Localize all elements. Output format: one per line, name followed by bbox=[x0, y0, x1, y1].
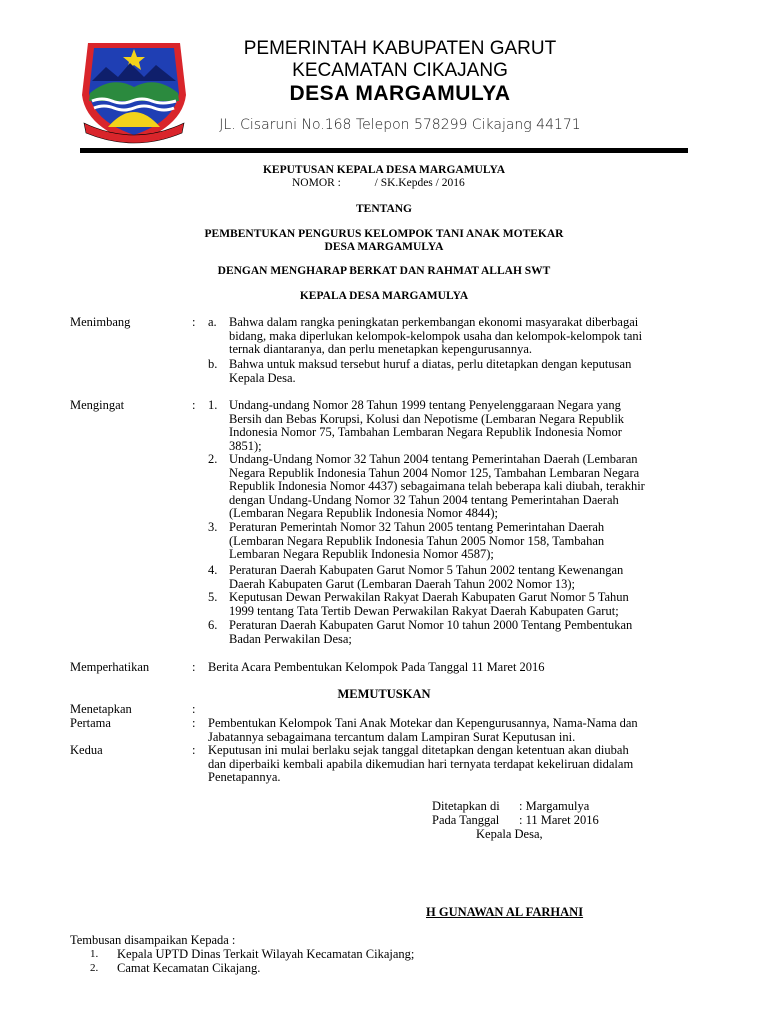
text-line: 3851); bbox=[229, 438, 262, 453]
decree-authority: KEPALA DESA MARGAMULYA bbox=[299, 290, 469, 302]
text-line: Bahwa untuk maksud tersebut huruf a diatas, perlu ditetapkan dengan keputusan bbox=[229, 357, 632, 371]
mengingat-label: Mengingat bbox=[70, 398, 125, 412]
memperhatikan-colon: : bbox=[192, 660, 196, 674]
text-line: Negara Republik Indonesia Tahun 2004 Nomor 125, Tambahan Lembaran Negara bbox=[229, 465, 640, 480]
text-line: ternak diantaranya, dan perlu menetapkan kepengurusannya. bbox=[229, 342, 532, 356]
text-line: Penetapannya. bbox=[208, 770, 281, 784]
text-line: Keputusan ini mulai berlaku sejak tanggal ditetapkan dengan ketentuan akan diubah bbox=[208, 743, 629, 757]
decree-number-label: NOMOR : bbox=[292, 177, 341, 189]
ditetapkan-value: : Margamulya bbox=[519, 799, 590, 813]
mengingat-marker-3: 3. bbox=[208, 520, 218, 534]
mengingat-item-3 bbox=[229, 521, 697, 562]
mengingat-marker-5: 5. bbox=[208, 590, 218, 604]
letterhead-address: JL. Cisaruni No.168 Telepon 578299 Cikajang 44171 bbox=[219, 117, 581, 133]
decree-title: KEPUTUSAN KEPALA DESA MARGAMULYA bbox=[262, 164, 506, 176]
menimbang-item-a bbox=[229, 316, 697, 357]
letterhead-regency: PEMERINTAH KABUPATEN GARUT bbox=[243, 38, 557, 59]
memperhatikan-label: Memperhatikan bbox=[70, 660, 150, 674]
text-line: Jabatannya sebagaimana tercantum dalam Lampiran Surat Keputusan ini. bbox=[208, 729, 576, 744]
tembusan-marker-2: 2. bbox=[90, 962, 99, 974]
text-line: Peraturan Daerah Kabupaten Garut Nomor 10 tahun 2000 Tentang Pembentukan bbox=[229, 618, 633, 632]
pertama-colon: : bbox=[192, 716, 196, 730]
decree-invocation: DENGAN MENGHARAP BERKAT DAN RAHMAT ALLAH SWT bbox=[217, 265, 551, 277]
text-line: Kepala Desa. bbox=[229, 370, 296, 385]
tembusan-marker-1: 1. bbox=[90, 948, 99, 960]
memutuskan-heading: MEMUTUSKAN bbox=[337, 687, 431, 701]
text-line: (Lembaran Negara Republik Indonesia Tahun 2005 Nomor 158, Tambahan bbox=[229, 533, 605, 548]
signatory-position: Kepala Desa, bbox=[476, 827, 543, 841]
text-line: Undang-Undang Nomor 32 Tahun 2004 tentang Pemerintahan Daerah (Lembaran bbox=[229, 452, 638, 466]
kedua-text bbox=[208, 744, 697, 785]
mengingat-marker-1: 1. bbox=[208, 398, 218, 412]
menetapkan-label: Menetapkan bbox=[70, 702, 132, 716]
text-line: dengan Undang-Undang Nomor 32 Tahun 2004 tentang Pemerintahan Daerah bbox=[229, 492, 619, 507]
tentang-heading: TENTANG bbox=[355, 203, 413, 215]
signatory-name: H GUNAWAN AL FARHANI bbox=[426, 905, 584, 919]
menimbang-colon: : bbox=[192, 315, 196, 329]
pertama-text bbox=[208, 717, 697, 744]
decree-number bbox=[292, 177, 465, 190]
decree-number-value: / SK.Kepdes / 2016 bbox=[374, 177, 465, 189]
text-line: (Lembaran Negara Republik Indonesia Nomor 4844); bbox=[229, 506, 499, 520]
decree-subject-line1: PEMBENTUKAN PENGURUS KELOMPOK TANI ANAK MOTEKAR bbox=[204, 228, 564, 240]
text-line: Bahwa dalam rangka peningkatan perkembangan ekonomi masyarakat diberbagai bbox=[229, 315, 639, 329]
mengingat-marker-4: 4. bbox=[208, 563, 218, 577]
tanggal-value: : 11 Maret 2016 bbox=[519, 813, 599, 827]
text-line: Republik Indonesia Nomor 4437) sebagaimana telah beberapa kali diubah, terakhir bbox=[229, 479, 645, 493]
tembusan-item-2: Camat Kecamatan Cikajang. bbox=[117, 961, 261, 975]
mengingat-item-1 bbox=[229, 399, 697, 453]
mengingat-item-2 bbox=[229, 453, 697, 521]
mengingat-colon: : bbox=[192, 398, 196, 412]
kedua-label: Kedua bbox=[70, 743, 103, 757]
mengingat-item-5 bbox=[229, 591, 697, 618]
menimbang-item-b bbox=[229, 358, 697, 385]
text-line: Undang-undang Nomor 28 Tahun 1999 tentang Penyelenggaraan Negara yang bbox=[229, 398, 621, 412]
text-line: Peraturan Pemerintah Nomor 32 Tahun 2005 tentang Pemerintahan Daerah bbox=[229, 520, 605, 534]
text-line: Peraturan Daerah Kabupaten Garut Nomor 5 Tahun 2002 tentang Kewenangan bbox=[229, 563, 624, 577]
menimbang-marker-a: a. bbox=[208, 315, 217, 329]
mengingat-item-6 bbox=[229, 619, 697, 646]
mengingat-marker-6: 6. bbox=[208, 618, 218, 632]
text-line: 1999 tentang Tata Tertib Dewan Perwakilan Rakyat Daerah Kabupaten Garut; bbox=[229, 603, 619, 618]
mengingat-item-4 bbox=[229, 564, 697, 591]
text-line: Indonesia Nomor 75, Tambahan Lembaran Negara Republik Indonesia Nomor bbox=[229, 425, 622, 439]
mengingat-marker-2: 2. bbox=[208, 452, 218, 466]
tanggal-label: Pada Tanggal bbox=[432, 813, 500, 827]
tembusan-heading: Tembusan disampaikan Kepada : bbox=[70, 933, 236, 947]
letterhead-village: DESA MARGAMULYA bbox=[289, 82, 511, 105]
ditetapkan-label: Ditetapkan di bbox=[432, 799, 500, 813]
text-line: Pembentukan Kelompok Tani Anak Motekar dan Kepengurusannya, Nama-Nama dan bbox=[208, 716, 638, 730]
text-line: dan diperbaiki kembali apabila dikemudian hari ternyata terdapat kekeliruan didalam bbox=[208, 756, 634, 771]
pertama-label: Pertama bbox=[70, 716, 111, 730]
menetapkan-colon: : bbox=[192, 702, 196, 716]
letterhead-divider bbox=[80, 148, 688, 153]
tembusan-item-1: Kepala UPTD Dinas Terkait Wilayah Kecamatan Cikajang; bbox=[117, 947, 415, 961]
text-line: Keputusan Dewan Perwakilan Rakyat Daerah Kabupaten Garut Nomor 5 Tahun bbox=[229, 590, 629, 604]
decree-subject-line2: DESA MARGAMULYA bbox=[324, 241, 444, 253]
text-line: Bersih dan Bebas Korupsi, Kolusi dan Nepotisme (Lembaran Negara Republik bbox=[229, 411, 625, 426]
text-line: Lembaran Negara Republik Indonesia Nomor 4587); bbox=[229, 547, 494, 561]
text-line: bidang, maka diperlukan kelompok-kelompok usaha dan kelompok-kelompok tani bbox=[229, 328, 643, 343]
menimbang-marker-b: b. bbox=[208, 357, 218, 371]
kedua-colon: : bbox=[192, 743, 196, 757]
village-emblem bbox=[78, 35, 190, 147]
text-line: Badan Perwakilan Desa; bbox=[229, 631, 352, 646]
menimbang-label: Menimbang bbox=[70, 315, 131, 329]
memperhatikan-text: Berita Acara Pembentukan Kelompok Pada Tanggal 11 Maret 2016 bbox=[208, 660, 545, 674]
text-line: Daerah Kabupaten Garut (Lembaran Daerah Tahun 2002 Nomor 13); bbox=[229, 576, 575, 591]
letterhead-district: KECAMATAN CIKAJANG bbox=[292, 60, 508, 81]
